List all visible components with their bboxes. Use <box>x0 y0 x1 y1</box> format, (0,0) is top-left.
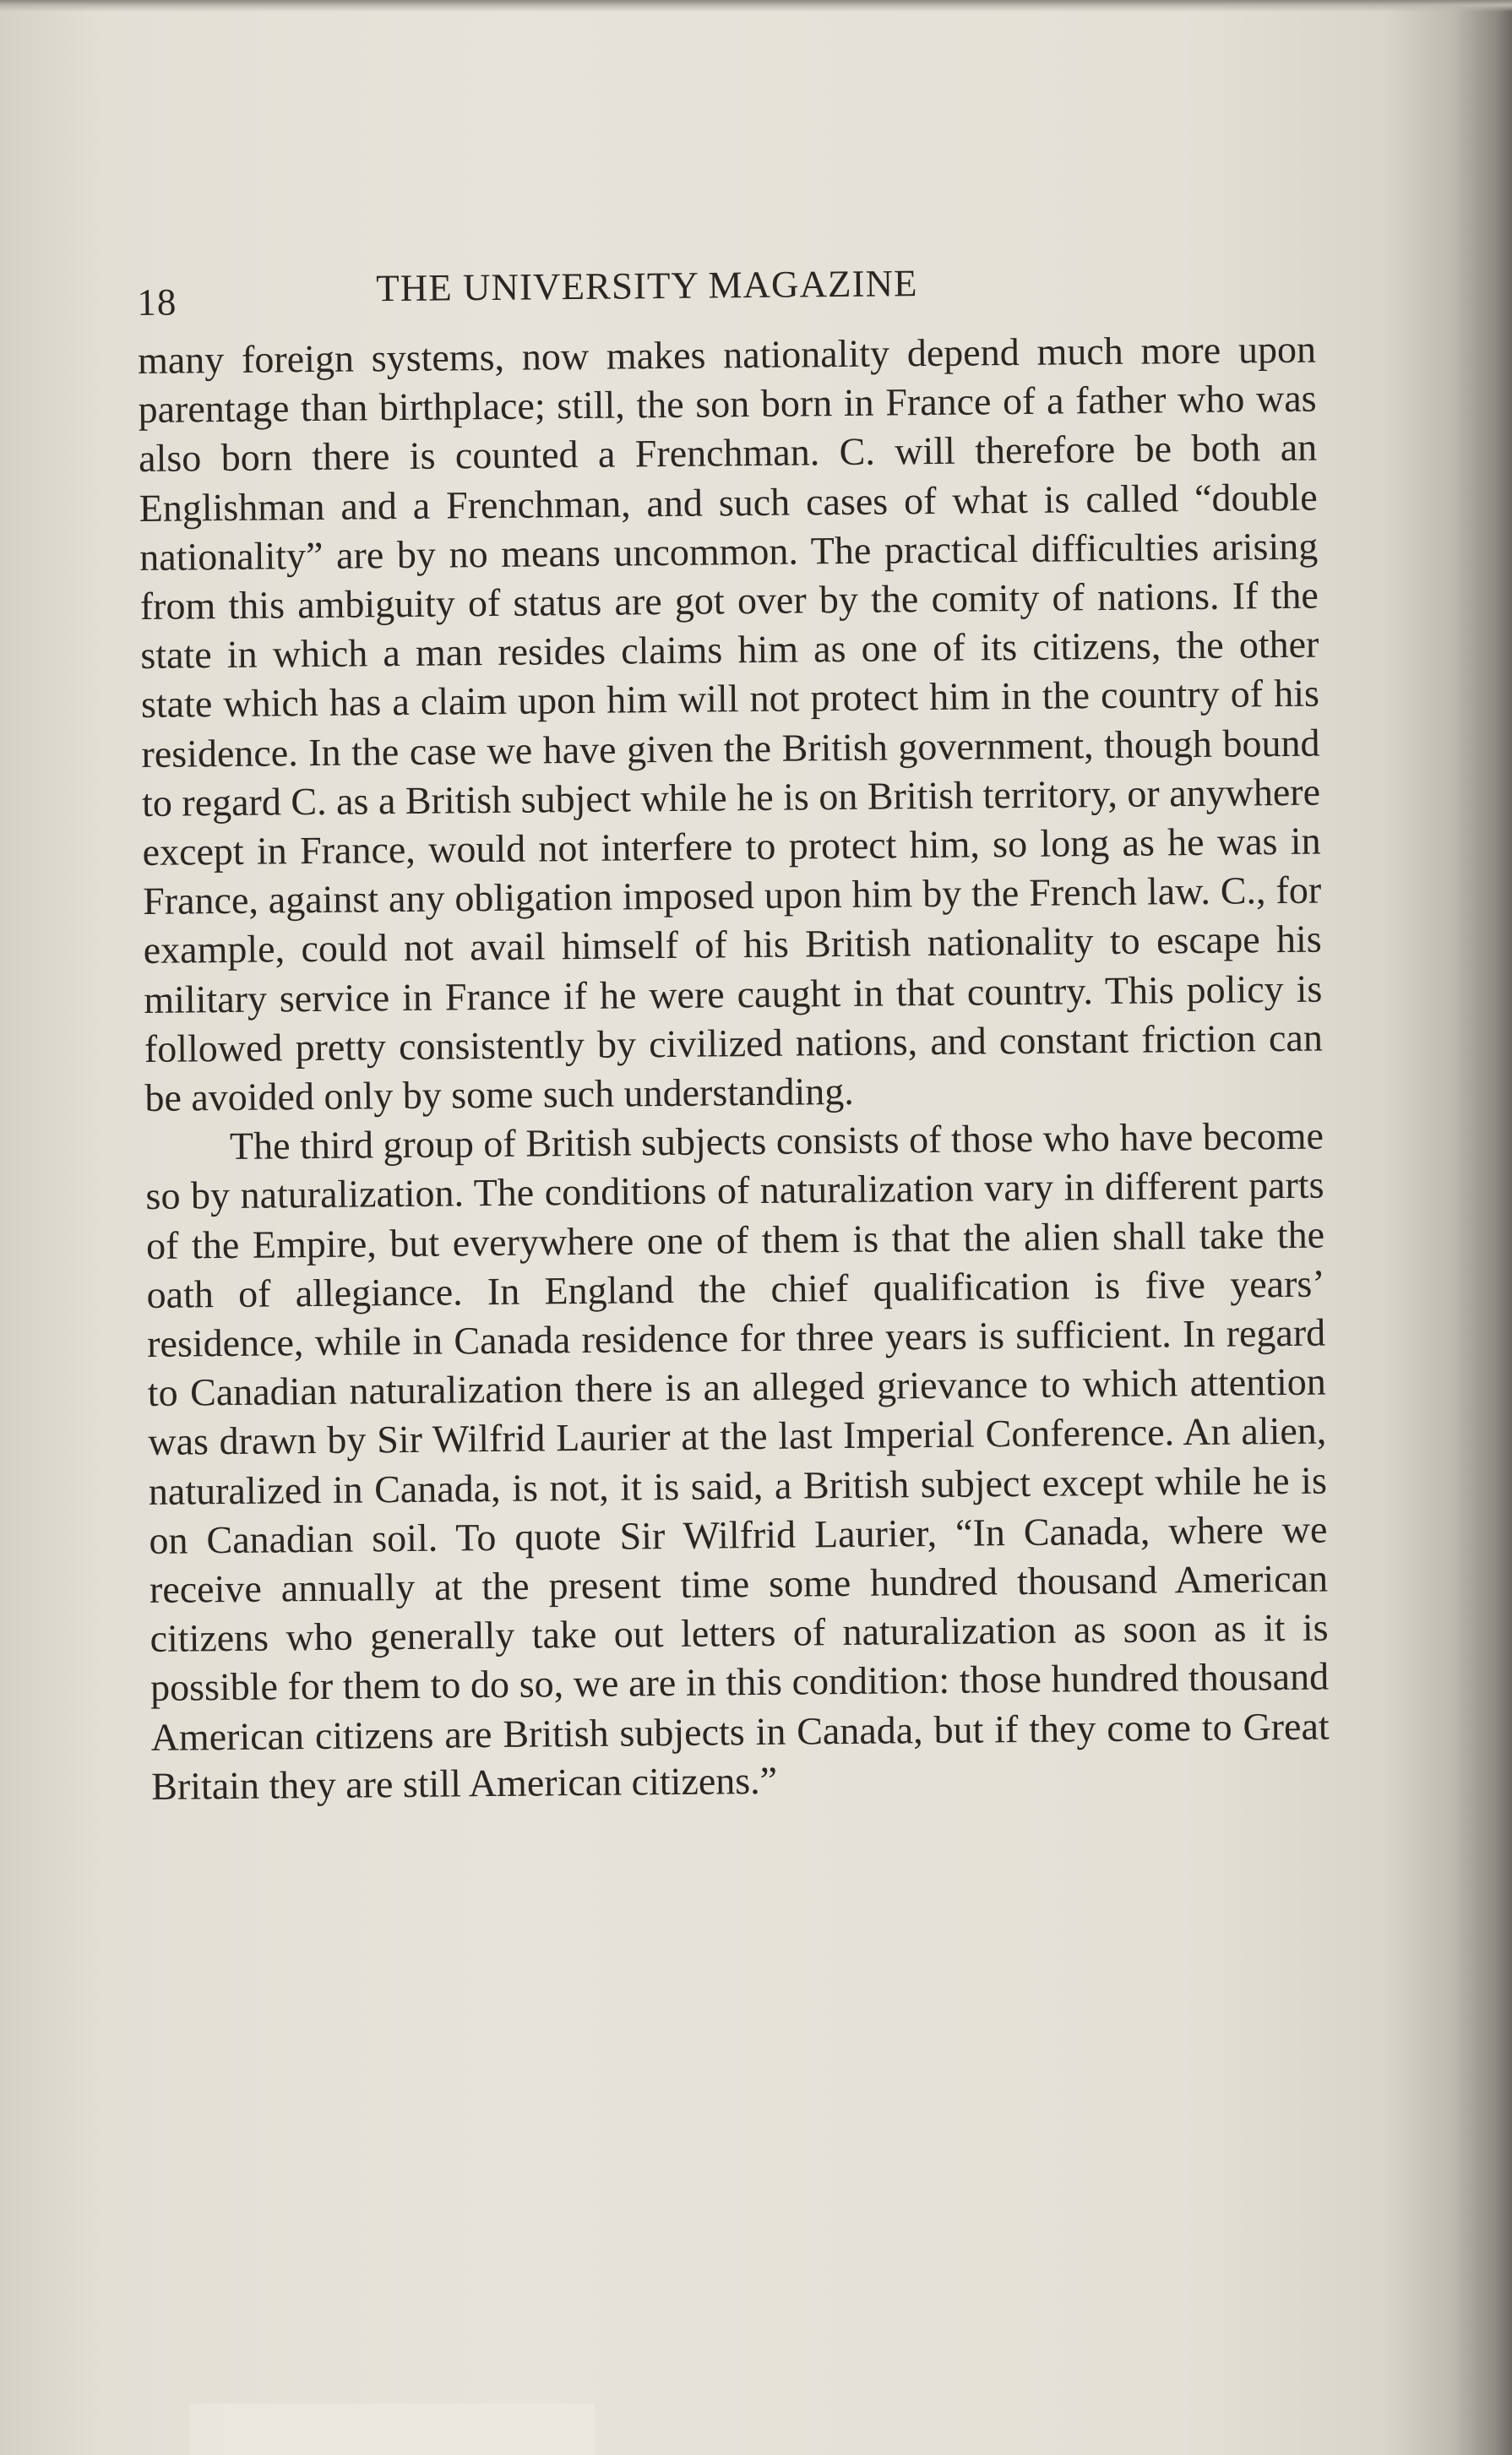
journal-title: THE UNIVERSITY MAGAZINE <box>375 262 918 310</box>
page-number: 18 <box>137 280 177 324</box>
paragraph-1: many foreign systems, now makes nationality depend much more upon parentage than birthplace; still, the son born in France of a father who was also born there is counted a Frenchman. C. will therefore be both an Englishman and a Frenchman, and such cases of what is called “double nationality” are by no means uncommon. The practical difficulties arising from this ambiguity of status are got over by the comity of nations. If the state in which a man resides claims him as one of its citizens, the other state which has a claim upon him will not protect him in the country of his residence. In the case we have given the British government, though bound to regard C. as a British subject while he is on British territory, or anywhere except in France, would not interfere to protect him, so long as he was in France, against any obligation imposed upon him by the French law. C., for example, could not avail himself of his British nationality to escape his military service in France if he were caught in that country. This policy is followed pretty consistently by civilized nations, and constant friction can be avoided only by some such understanding. <box>137 327 1324 1120</box>
page-top-edge <box>0 0 1512 12</box>
running-head <box>137 258 1316 336</box>
paragraph-2: The third group of British subjects consists of those who have become so by naturalization. The conditions of naturalization vary in different parts of the Empire, but everywhere one of them is that the alien shall take the oath of allegiance. In England the chief qualification is five years’ residence, while in Canada residence for three years is sufficient. In regard to Canadian naturalization there is an alleged grievance to which attention was drawn by Sir Wilfrid Laurier at the last Imperial Conference. An alien, naturalized in Canada, is not, it is said, a British subject except while he is on Canadian soil. To quote Sir Wilfrid Laurier, “In Canada, where we receive annually at the present time some hundred thousand American citizens who generally take out letters of naturalization as soon as it is possible for them to do so, we are in this condition: those hundred thousand American citizens are British subjects in Canada, but if they come to Great Britain they are still American citizens.” <box>145 1113 1330 1808</box>
text-block <box>137 258 1330 1811</box>
paper-stain <box>189 2403 595 2455</box>
